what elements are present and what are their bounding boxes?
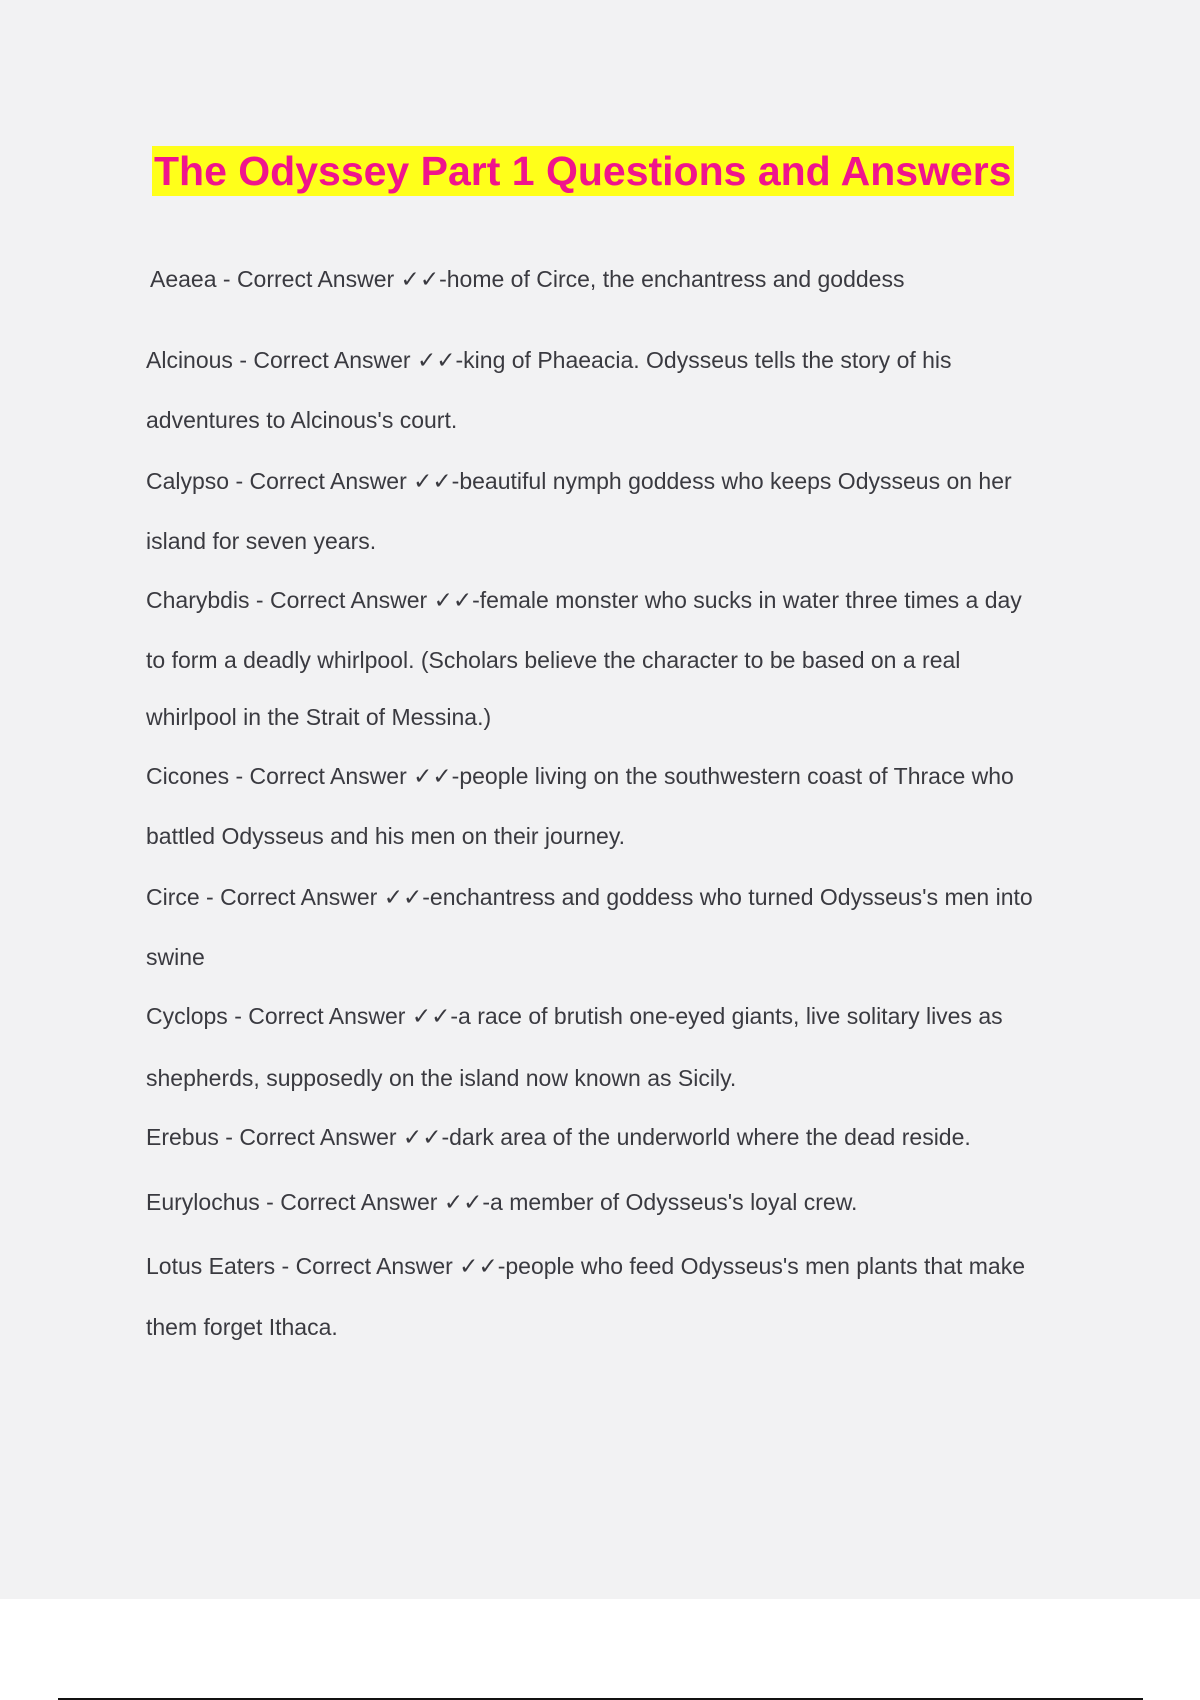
title-block [152, 146, 1014, 196]
entry-line-charybdis: Charybdis - Correct Answer ✓✓-female monster who sucks in water three times a day [146, 587, 1022, 613]
entry-line-charybdis-cont-2: whirlpool in the Strait of Messina.) [146, 704, 492, 730]
entry-line-charybdis-cont-1: to form a deadly whirlpool. (Scholars believe the character to be based on a real [146, 647, 961, 673]
entry-line-calypso: Calypso - Correct Answer ✓✓-beautiful nymph goddess who keeps Odysseus on her [146, 468, 1012, 494]
entry-line-alcinous: Alcinous - Correct Answer ✓✓-king of Phaeacia. Odysseus tells the story of his [146, 347, 952, 373]
entry-line-cyclops-cont: shepherds, supposedly on the island now known as Sicily. [146, 1065, 737, 1091]
entry-line-cicones: Cicones - Correct Answer ✓✓-people living on the southwestern coast of Thrace who [146, 763, 1014, 789]
entry-line-cicones-cont: battled Odysseus and his men on their journey. [146, 823, 626, 849]
entry-line-circe-cont: swine [146, 944, 205, 970]
entry-line-eurylochus: Eurylochus - Correct Answer ✓✓-a member of Odysseus's loyal crew. [146, 1189, 858, 1215]
entry-line-aeaea: Aeaea - Correct Answer ✓✓-home of Circe, the enchantress and goddess [150, 266, 905, 292]
entry-line-circe: Circe - Correct Answer ✓✓-enchantress and goddess who turned Odysseus's men into [146, 884, 1033, 910]
entry-line-alcinous-cont: adventures to Alcinous's court. [146, 407, 458, 433]
entry-line-cyclops: Cyclops - Correct Answer ✓✓-a race of brutish one-eyed giants, live solitary lives as [146, 1003, 1003, 1029]
entry-line-lotus-eaters: Lotus Eaters - Correct Answer ✓✓-people who feed Odysseus's men plants that make [146, 1253, 1026, 1279]
entry-line-calypso-cont: island for seven years. [146, 528, 377, 554]
entry-line-erebus: Erebus - Correct Answer ✓✓-dark area of the underworld where the dead reside. [146, 1124, 971, 1150]
page-title: The Odyssey Part 1 Questions and Answers [154, 148, 1012, 194]
entry-line-lotus-eaters-cont: them forget Ithaca. [146, 1314, 338, 1340]
